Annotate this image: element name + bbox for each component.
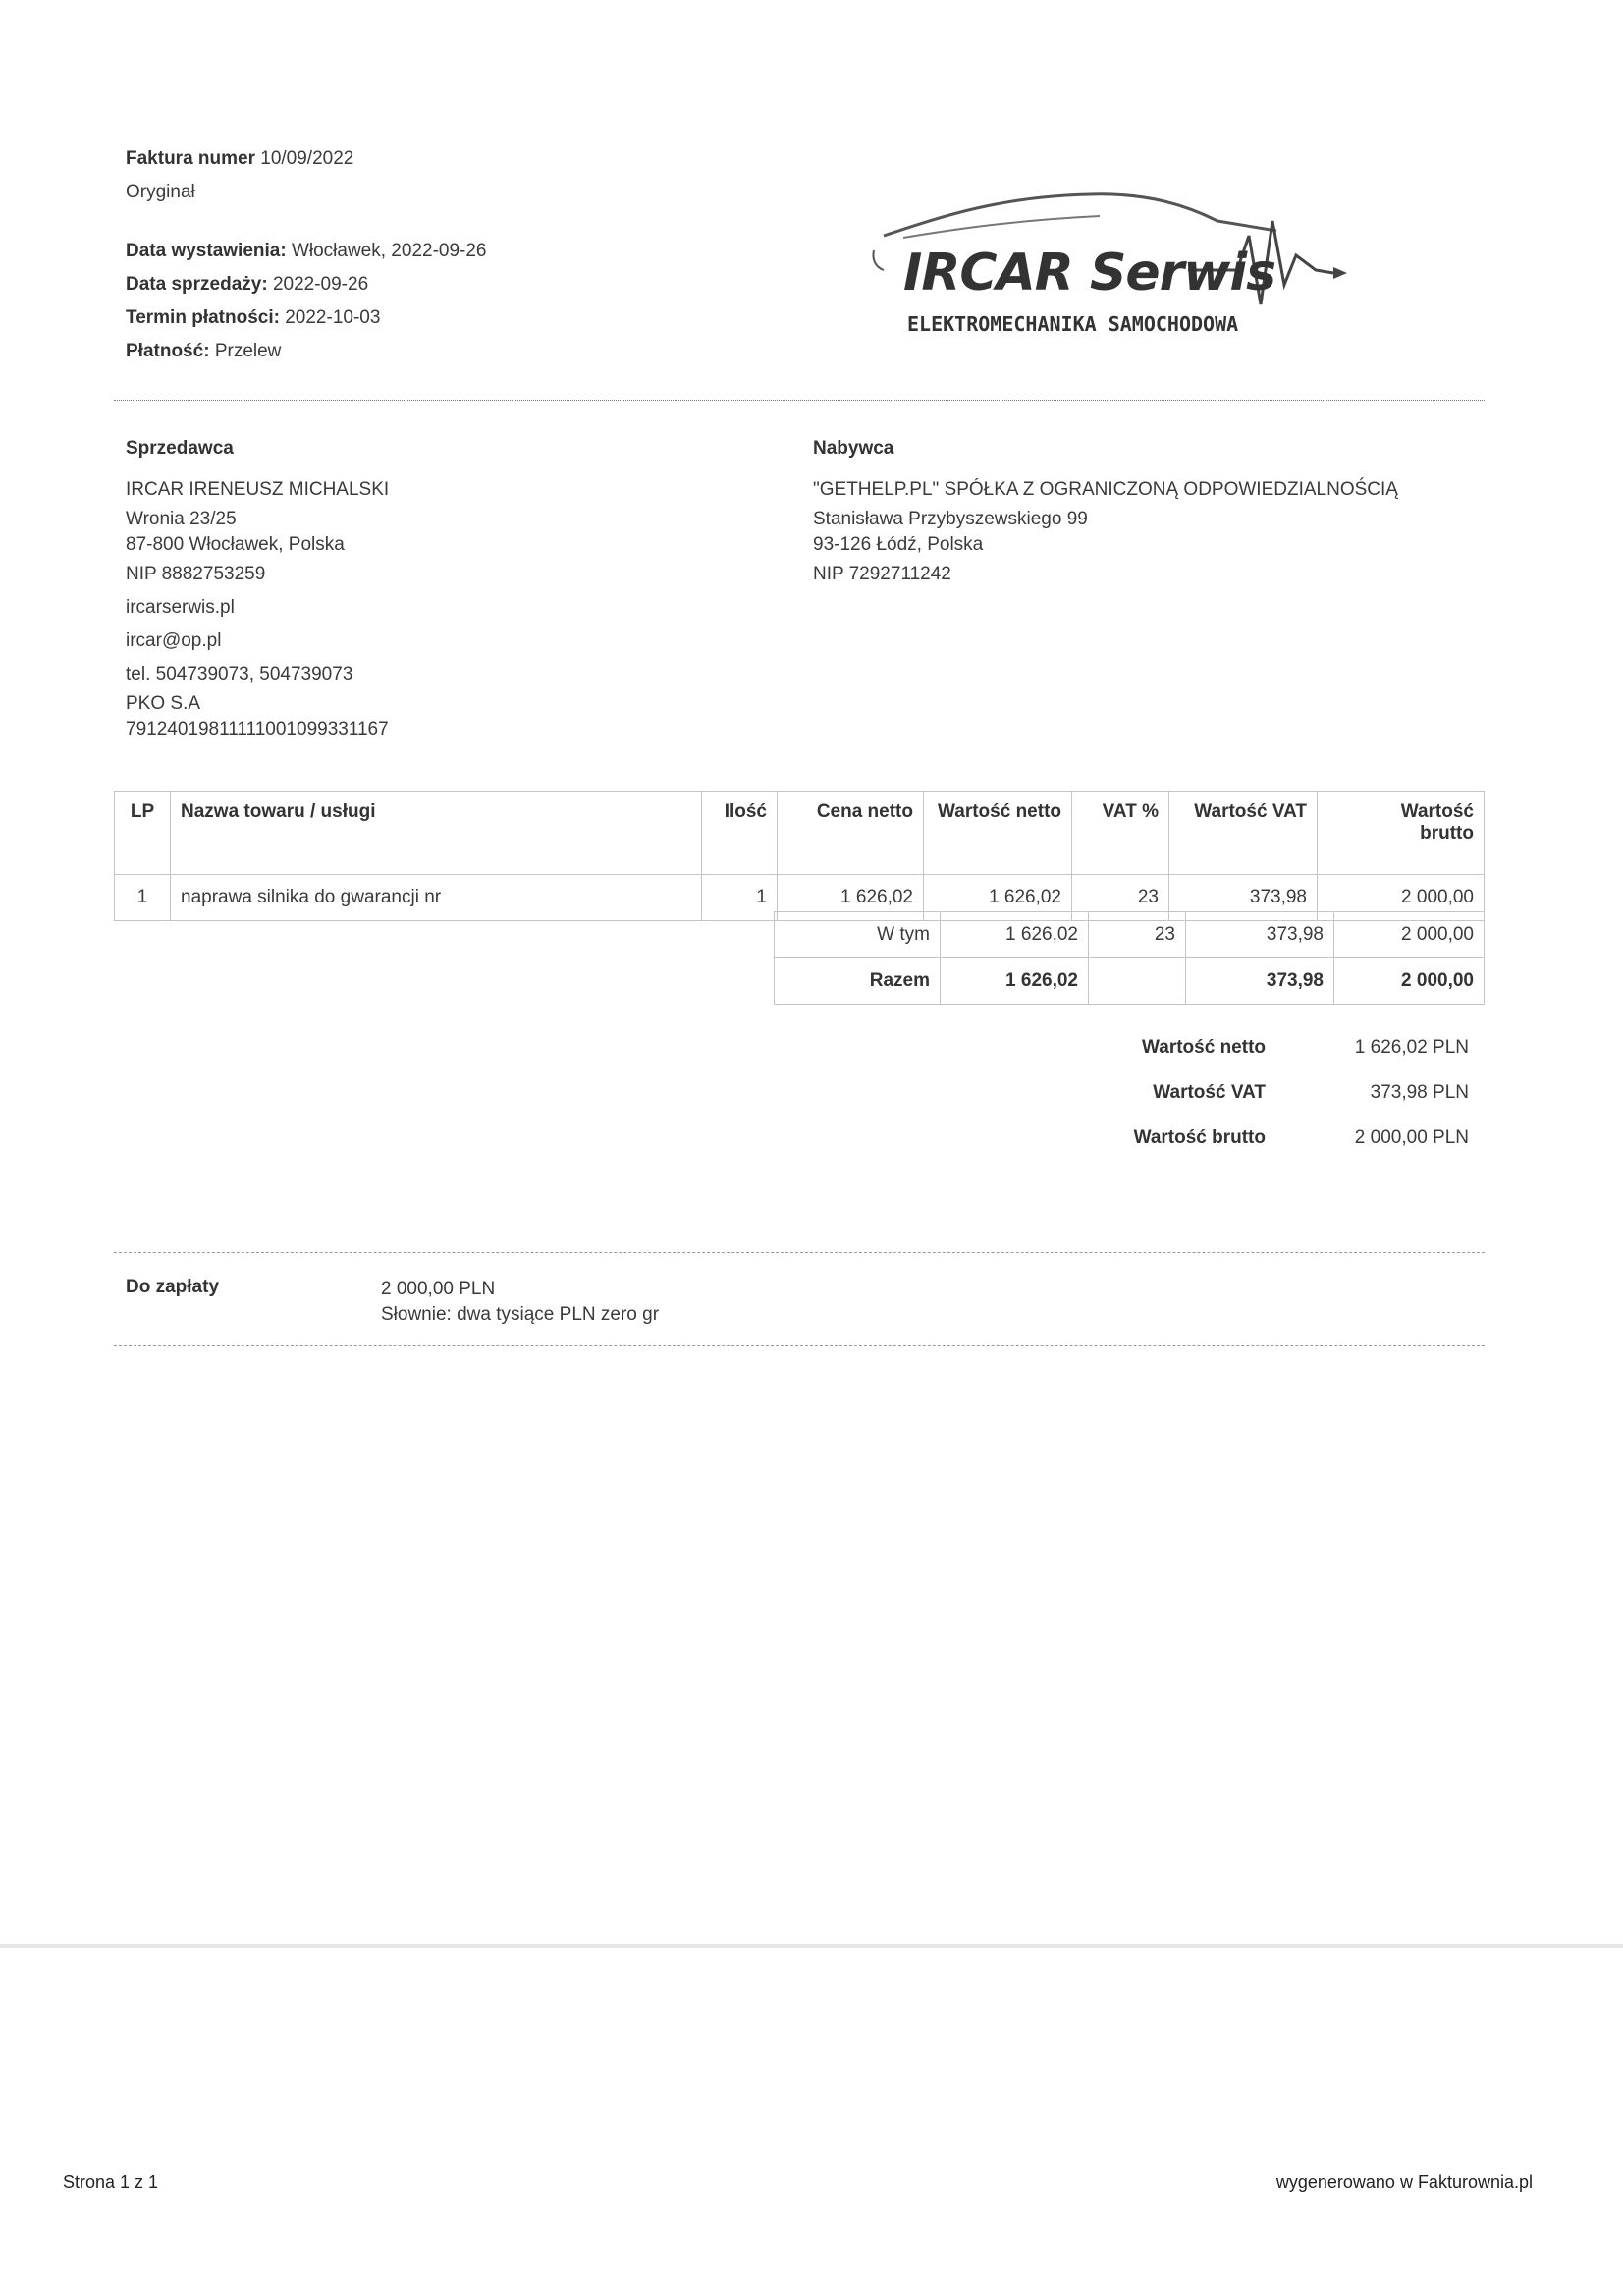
razem-vat: 373,98 <box>1186 958 1334 1005</box>
vat-summary-table <box>774 911 1485 1005</box>
total-gross-value: 2 000,00 PLN <box>1354 1127 1469 1148</box>
copy-type: Oryginał <box>126 182 195 202</box>
buyer-block <box>813 432 1398 591</box>
due-top-divider <box>114 1252 1485 1253</box>
buyer-nip: NIP 7292711242 <box>813 564 951 584</box>
seller-phone: tel. 504739073, 504739073 <box>126 664 353 684</box>
payment-method-value: Przelew <box>214 341 282 361</box>
header-lp: LP <box>115 792 171 875</box>
seller-heading: Sprzedawca <box>126 438 234 459</box>
header-divider <box>114 400 1485 401</box>
total-gross-label: Wartość brutto <box>1133 1127 1266 1148</box>
due-date-label: Termin płatności: <box>126 307 280 328</box>
issue-date-label: Data wystawienia: <box>126 241 287 261</box>
header-name: Nazwa towaru / usługi <box>171 792 702 875</box>
logo-brand: IRCAR Serwis <box>903 244 1276 302</box>
seller-block <box>126 432 389 742</box>
header-gross-line2: brutto <box>1420 823 1474 844</box>
total-vat-label: Wartość VAT <box>1153 1082 1266 1103</box>
seller-name: IRCAR IRENEUSZ MICHALSKI <box>126 479 390 500</box>
buyer-city: 93-126 Łódź, Polska <box>813 534 984 555</box>
header-unit-net: Cena netto <box>778 792 924 875</box>
payment-method <box>126 335 281 368</box>
razem-gross: 2 000,00 <box>1334 958 1485 1005</box>
wtym-vat: 373,98 <box>1186 912 1334 958</box>
seller-city: 87-800 Włocławek, Polska <box>126 534 345 555</box>
row-lp: 1 <box>115 875 171 921</box>
invoice-number <box>126 142 353 176</box>
wtym-label: W tym <box>775 912 941 958</box>
header-gross-line1: Wartość <box>1400 801 1474 822</box>
total-net-label: Wartość netto <box>1142 1037 1266 1058</box>
amount-due-words: Słownie: dwa tysiące PLN zero gr <box>381 1304 660 1325</box>
header-qty: Ilość <box>702 792 778 875</box>
header-gross <box>1318 792 1485 875</box>
items-table-header <box>115 792 1485 875</box>
summary-row-razem <box>775 958 1485 1005</box>
seller-email: ircar@op.pl <box>126 630 222 651</box>
payment-method-label: Płatność: <box>126 341 210 361</box>
seller-account: 79124019811111001099331167 <box>126 719 389 739</box>
wtym-gross: 2 000,00 <box>1334 912 1485 958</box>
issue-date <box>126 235 487 268</box>
row-qty: 1 <box>702 875 778 921</box>
row-net: 1 626,02 <box>924 875 1072 921</box>
wtym-vat-pct: 23 <box>1089 912 1186 958</box>
seller-bank: PKO S.A <box>126 693 201 714</box>
sale-date-value: 2022-09-26 <box>272 274 369 295</box>
razem-vat-pct <box>1089 958 1186 1005</box>
due-bottom-divider <box>114 1345 1485 1346</box>
amount-due-block <box>381 1277 659 1328</box>
row-vat: 373,98 <box>1169 875 1318 921</box>
razem-net: 1 626,02 <box>941 958 1089 1005</box>
due-date <box>126 301 380 335</box>
wtym-net: 1 626,02 <box>941 912 1089 958</box>
due-date-value: 2022-10-03 <box>285 307 381 328</box>
row-gross: 2 000,00 <box>1318 875 1485 921</box>
amount-due-label: Do zapłaty <box>126 1277 220 1297</box>
seller-street: Wronia 23/25 <box>126 509 237 529</box>
razem-label: Razem <box>775 958 941 1005</box>
row-vat-pct: 23 <box>1072 875 1169 921</box>
company-logo <box>864 177 1355 349</box>
row-unit-net: 1 626,02 <box>778 875 924 921</box>
header-vat: Wartość VAT <box>1169 792 1318 875</box>
seller-nip: NIP 8882753259 <box>126 564 266 584</box>
page-counter: Strona 1 z 1 <box>63 2172 159 2192</box>
items-table <box>114 791 1485 921</box>
amount-due-value: 2 000,00 PLN <box>381 1279 496 1299</box>
row-name: naprawa silnika do gwarancji nr <box>171 875 702 921</box>
header-net: Wartość netto <box>924 792 1072 875</box>
summary-row-wtym <box>775 912 1485 958</box>
buyer-street: Stanisława Przybyszewskiego 99 <box>813 509 1088 529</box>
buyer-heading: Nabywca <box>813 438 894 459</box>
generator-note: wygenerowano w Fakturownia.pl <box>1275 2172 1533 2192</box>
buyer-name: "GETHELP.PL" SPÓŁKA Z OGRANICZONĄ ODPOWIEDZIALNOŚCIĄ <box>813 479 1398 500</box>
seller-website: ircarserwis.pl <box>126 597 235 618</box>
invoice-number-value: 10/09/2022 <box>260 148 354 169</box>
sale-date <box>126 268 368 301</box>
logo-tagline: ELEKTROMECHANIKA SAMOCHODOWA <box>907 312 1239 336</box>
total-net-value: 1 626,02 PLN <box>1354 1037 1469 1058</box>
total-vat-value: 373,98 PLN <box>1370 1082 1469 1103</box>
sale-date-label: Data sprzedaży: <box>126 274 268 295</box>
issue-date-value: Włocławek, 2022-09-26 <box>291 241 487 261</box>
invoice-number-label: Faktura numer <box>126 148 255 169</box>
header-vat-pct: VAT % <box>1072 792 1169 875</box>
scan-divider <box>0 1944 1623 1948</box>
